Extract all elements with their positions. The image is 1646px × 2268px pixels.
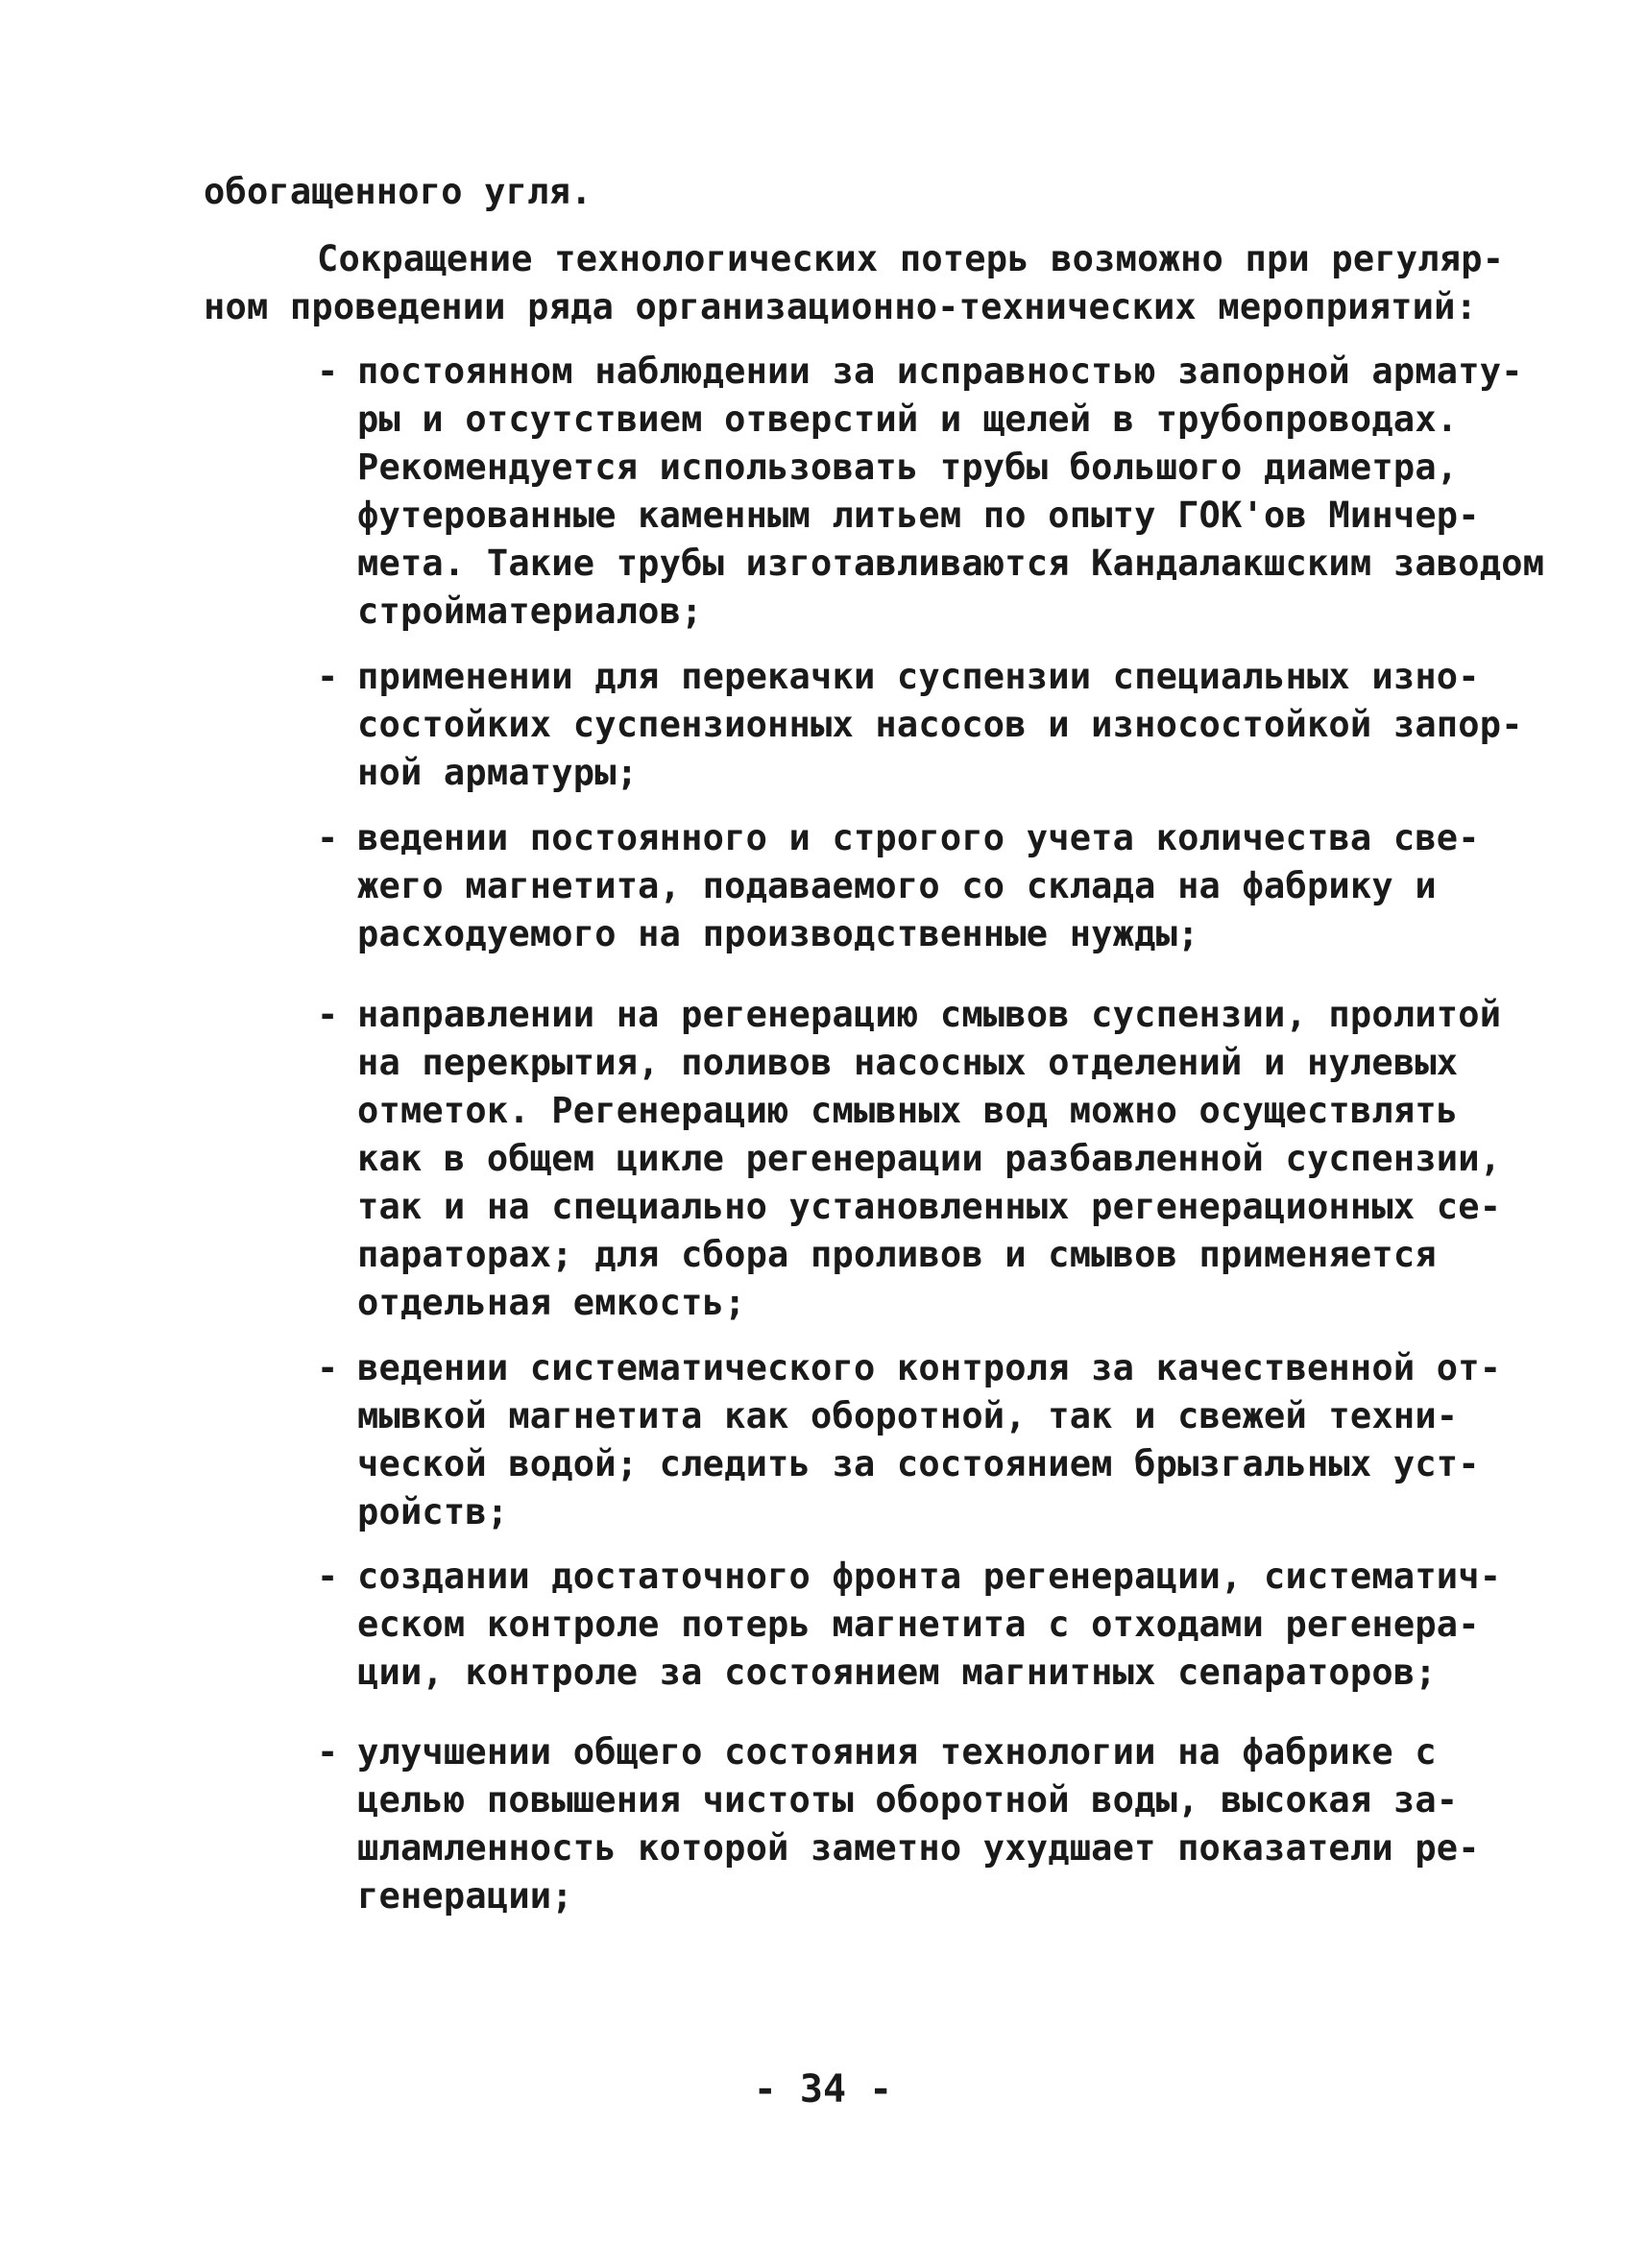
item-1-line-6: стройматериалов; [357, 591, 703, 632]
item-7-line-2: целью повышения чистоты оборотной воды, высокая за- [357, 1779, 1459, 1821]
intro-line-1: Сокращение технологических потерь возможно при регуляр- [317, 238, 1505, 279]
item-3-line-2: жего магнетита, подаваемого со склада на фабрику и [357, 865, 1437, 906]
item-1-line-1: постоянном наблюдении за исправностью запорной армату- [357, 350, 1523, 392]
bullet-dash: - [317, 994, 339, 1035]
bullet-dash: - [317, 350, 339, 392]
item-5-line-1: ведении систематического контроля за качественной от- [357, 1347, 1502, 1388]
item-1-line-3: Рекомендуется использовать трубы большого диаметра, [357, 446, 1459, 488]
item-2-line-2: состойких суспензионных насосов и износостойкой запор- [357, 704, 1523, 745]
bullet-dash: - [317, 1556, 339, 1597]
item-4-line-2: на перекрытия, поливов насосных отделений и нулевых [357, 1042, 1459, 1083]
opening-line: обогащенного угля. [204, 171, 593, 212]
item-1-line-2: ры и отсутствием отверстий и щелей в трубопроводах. [357, 398, 1459, 440]
item-1-line-5: мета. Такие трубы изготавливаются Кандалакшским заводом [357, 543, 1545, 584]
item-6-line-3: ции, контроле за состоянием магнитных сепараторов; [357, 1652, 1437, 1693]
item-4-line-5: так и на специально установленных регенерационных се- [357, 1186, 1502, 1227]
bullet-dash: - [317, 1347, 339, 1388]
item-2-line-1: применении для перекачки суспензии специальных изно- [357, 656, 1480, 697]
item-4-line-7: отдельная емкость; [357, 1282, 746, 1323]
item-2-line-3: ной арматуры; [357, 752, 639, 793]
item-7-line-1: улучшении общего состояния технологии на фабрике с [357, 1731, 1437, 1773]
item-3-line-3: расходуемого на производственные нужды; [357, 913, 1199, 954]
item-5-line-2: мывкой магнетита как оборотной, так и свежей техни- [357, 1395, 1459, 1436]
item-3-line-1: ведении постоянного и строгого учета количества све- [357, 817, 1480, 858]
item-7-line-4: генерации; [357, 1875, 573, 1917]
intro-line-2: ном проведении ряда организационно-технических мероприятий: [204, 286, 1478, 327]
item-5-line-4: ройств; [357, 1491, 509, 1532]
item-7-line-3: шламленность которой заметно ухудшает показатели ре- [357, 1827, 1480, 1869]
bullet-dash: - [317, 817, 339, 858]
item-6-line-2: еском контроле потерь магнетита с отходами регенера- [357, 1604, 1480, 1645]
item-4-line-3: отметок. Регенерацию смывных вод можно осуществлять [357, 1090, 1459, 1131]
bullet-dash: - [317, 1731, 339, 1773]
item-4-line-1: направлении на регенерацию смывов суспензии, пролитой [357, 994, 1502, 1035]
item-5-line-3: ческой водой; следить за состоянием брызгальных уст- [357, 1443, 1480, 1484]
item-6-line-1: создании достаточного фронта регенерации, систематич- [357, 1556, 1502, 1597]
bullet-dash: - [317, 656, 339, 697]
item-4-line-4: как в общем цикле регенерации разбавленной суспензии, [357, 1138, 1502, 1179]
item-1-line-4: футерованные каменным литьем по опыту ГОК'ов Минчер- [357, 495, 1480, 536]
item-4-line-6: параторах; для сбора проливов и смывов применяется [357, 1234, 1437, 1275]
page-number: - 34 - [753, 2067, 893, 2111]
